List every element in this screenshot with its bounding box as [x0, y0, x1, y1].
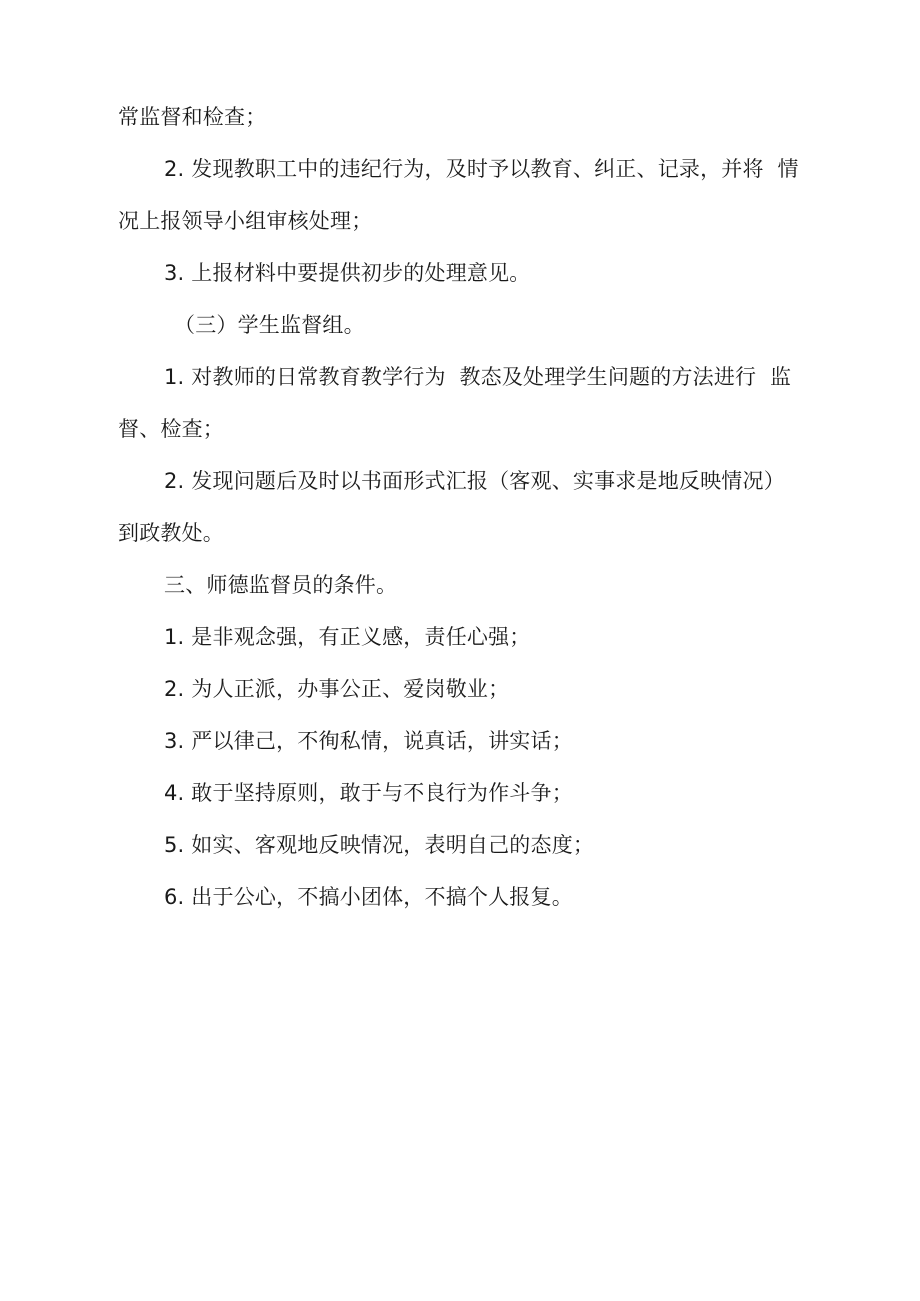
list-item-condition-5: 5. 如实、客观地反映情况，表明自己的态度； [164, 833, 595, 857]
list-item-supervise-teachers: 1. 对教师的日常教育教学行为 教态及处理学生问题的方法进行 监 [164, 365, 792, 389]
list-item-condition-3: 3. 严以律己，不徇私情，说真话，讲实话； [164, 729, 573, 753]
list-item-written-report: 2. 发现问题后及时以书面形式汇报（客观、实事求是地反映情况） [164, 469, 785, 493]
list-item-condition-1: 1. 是非观念强，有正义感，责任心强； [164, 625, 531, 649]
section-heading-conditions: 三、师德监督员的条件。 [164, 573, 398, 597]
list-item-condition-6: 6. 出于公心，不搞小团体，不搞个人报复。 [164, 885, 573, 909]
text-line-continuation: 到政教处。 [118, 521, 224, 545]
text-line-continuation: 况上报领导小组审核处理； [118, 209, 373, 233]
text-line-continuation: 常监督和检查； [118, 105, 267, 129]
list-item-report-violations: 2. 发现教职工中的违纪行为，及时予以教育、纠正、记录，并将 情 [164, 157, 799, 181]
document-body [118, 98, 808, 930]
list-item-condition-4: 4. 敢于坚持原则，敢于与不良行为作斗争； [164, 781, 573, 805]
section-heading-student-group: （三）学生监督组。 [174, 313, 365, 337]
list-item-preliminary-opinion: 3. 上报材料中要提供初步的处理意见。 [164, 261, 531, 285]
text-line-continuation: 督、检查； [118, 417, 224, 441]
list-item-condition-2: 2. 为人正派，办事公正、爱岗敬业； [164, 677, 510, 701]
